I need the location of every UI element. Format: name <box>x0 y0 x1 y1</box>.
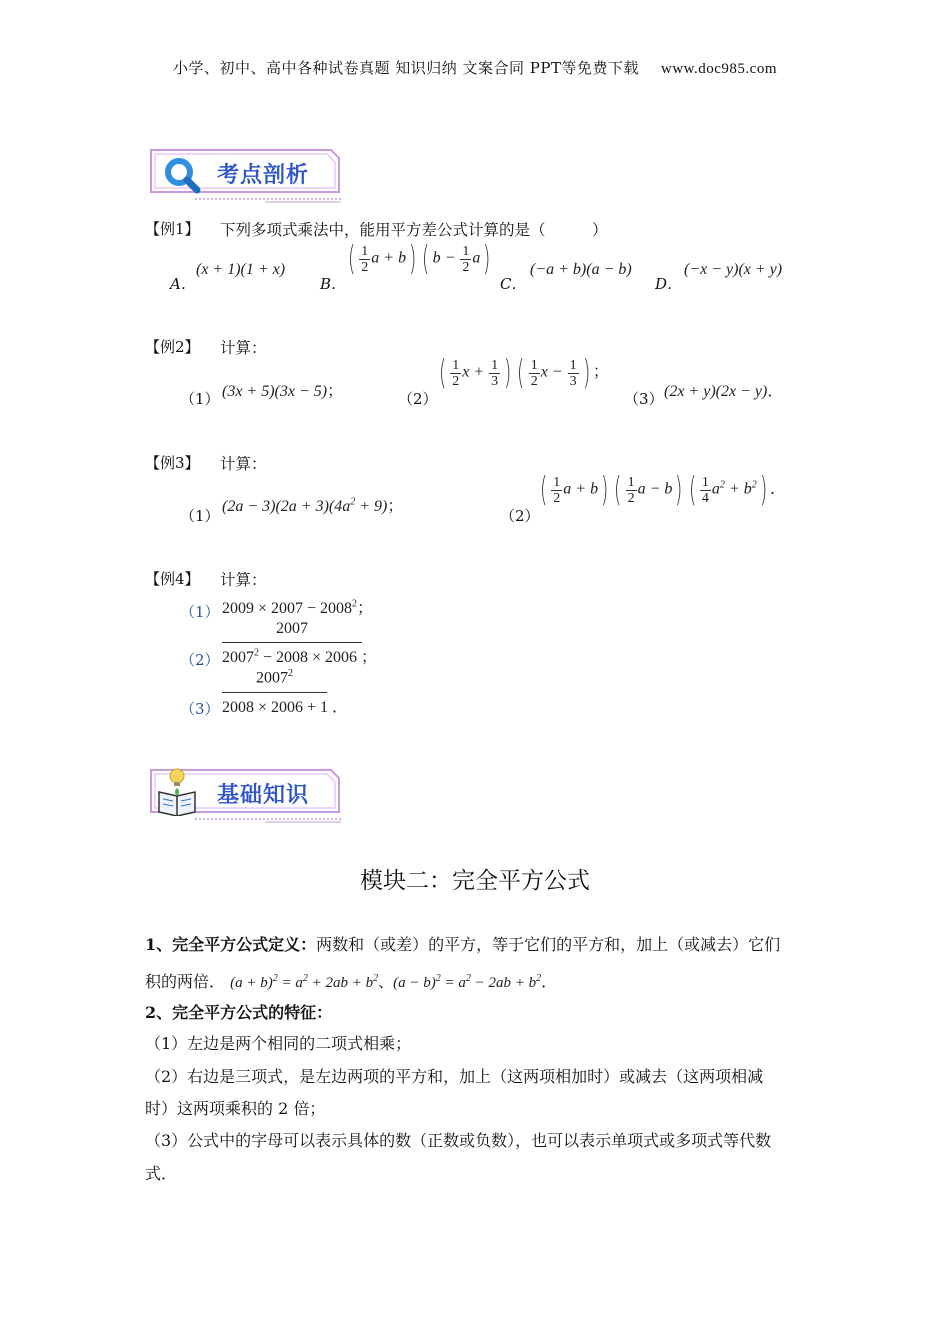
ex4-item3-fraction-bar <box>222 692 327 693</box>
section-badge-kaodian <box>145 144 343 206</box>
ex2-text: 计算： <box>220 339 267 357</box>
ex4-item2-numerator: 2007 <box>276 620 308 637</box>
definition-paragraph <box>145 928 810 962</box>
ex3-item1-label: （1） <box>180 507 220 525</box>
ex2-item1-label: （1） <box>180 390 220 408</box>
ex1-option-a-label: A． <box>170 275 196 293</box>
ex1-option-a-expr: (x + 1)(1 + x) <box>196 261 286 278</box>
search-icon <box>163 156 203 196</box>
ex1-option-b-label: B． <box>320 275 347 293</box>
features-title: 2、完全平方公式的特征： <box>145 1003 333 1022</box>
ex1-option-c-expr: (−a + b)(a − b) <box>530 261 632 278</box>
ex4-label: 【例4】 <box>145 570 200 588</box>
ex2-item2-expr: ( $\frac{1}{2}$ x + $\frac{1}{3}$ ) ( $\frac{1}{2}$ x − $\frac{1}{3}$ ) ； <box>438 353 609 393</box>
header-site: www.doc985.com <box>660 61 777 77</box>
ex3-item2-expr: ( $\frac{1}{2}$ a + b) ( $\frac{1}{2}$ a − b) ( $\frac{1}{4}$ $a^2 + b^2$) ． <box>539 470 786 510</box>
ex2-item3-expr: (2x + y)(2x − y)． <box>664 383 784 400</box>
ex4-item3-numerator: 2007$^2$ <box>256 668 293 687</box>
ex1-option-d-expr: (−x − y)(x + y) <box>684 261 783 278</box>
ex1-question: 下列多项式乘法中，能用平方差公式计算的是（ ） <box>220 221 608 239</box>
section-badge-jichu <box>145 764 343 826</box>
definition-title: 1、完全平方公式定义： <box>145 935 317 954</box>
ex1-option-c-label: C． <box>500 275 527 293</box>
ex2-item3-label: （3） <box>624 390 664 408</box>
book-lightbulb-icon <box>155 766 201 816</box>
ex3-text: 计算： <box>220 455 267 473</box>
ex4-item2-denominator: $2007^2 - 2008 \times 2006$ ； <box>222 647 378 666</box>
feature-2a: （2）右边是三项式，是左边两项的平方和，加上（这两项相加时）或减去（这两项相减 <box>145 1067 764 1086</box>
ex4-item2-label: （2） <box>180 651 220 669</box>
module-title: 模块二：完全平方公式 <box>360 868 590 894</box>
ex4-item1-label: （1） <box>180 603 220 621</box>
page-header <box>0 57 950 78</box>
square-sum-formula: $(a + b)^2 = a^2 + 2ab + b^2$ <box>230 973 379 991</box>
ex1-label: 【例1】 <box>145 220 200 238</box>
ex2-item2-label: （2） <box>398 390 438 408</box>
ex4-item1-expr: $2009 \times 2007 - 2008^2$； <box>222 598 374 617</box>
definition-text: 两数和（或差）的平方，等于它们的平方和，加上（或减去）它们 <box>316 935 781 954</box>
definition-continued: 积的两倍． $(a + b)^2 = a^2 + 2ab + b^2$、$(a - b)^2 = a^2 - 2ab + b^2$． <box>145 972 558 991</box>
ex3-label: 【例3】 <box>145 454 200 472</box>
ex1-option-d-label: D． <box>655 275 683 293</box>
ex3-item1-expr: $(2a - 3)(2a + 3)(4a^2 + 9)$； <box>222 496 404 515</box>
ex1-option-b-expr: ( $\frac{1}{2}$ a + b) ( b − $\frac{1}{2}$ a) <box>347 239 491 279</box>
ex4-item3-denominator: 2008 × 2006 + 1 ． <box>222 699 349 716</box>
definition-cont: 积的两倍． <box>145 972 226 991</box>
ex4-text: 计算： <box>220 571 267 589</box>
badge-jichu-label: 基础知识 <box>217 783 310 808</box>
ex4-item3-label: （3） <box>180 700 220 718</box>
feature-2b: 时）这两项乘积的 2 倍； <box>145 1099 326 1118</box>
ex2-label: 【例2】 <box>145 338 200 356</box>
square-diff-formula: $(a - b)^2 = a^2 - 2ab + b^2$ <box>393 973 542 991</box>
feature-3a: （3）公式中的字母可以表示具体的数（正数或负数），也可以表示单项式或多项式等代数 <box>145 1131 772 1150</box>
feature-3b: 式． <box>145 1164 178 1183</box>
ex4-item2-fraction-bar <box>222 642 362 643</box>
ex3-item2-label: （2） <box>500 507 540 525</box>
badge-kaodian-label: 考点剖析 <box>217 163 310 188</box>
header-text: 小学、初中、高中各种试卷真题 知识归纳 文案合同 PPT等免费下载 <box>172 59 639 77</box>
ex2-item1-expr: (3x + 5)(3x − 5)； <box>222 383 344 400</box>
feature-1: （1）左边是两个相同的二项式相乘； <box>145 1034 412 1053</box>
